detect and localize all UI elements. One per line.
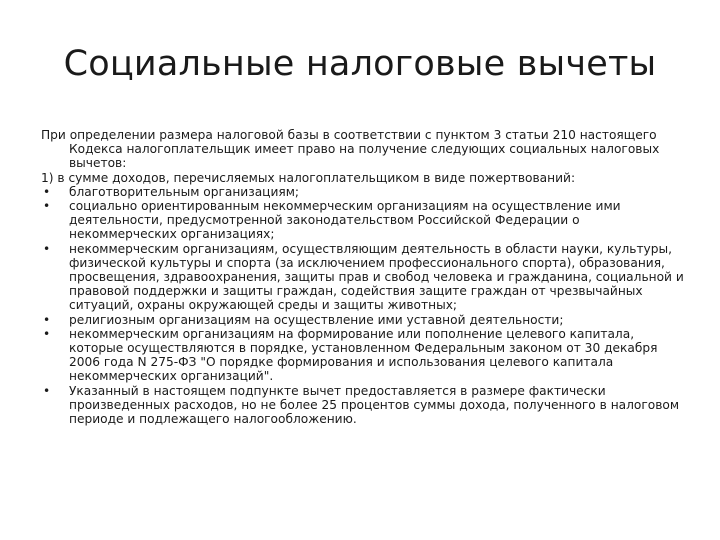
bullet-dot: • — [43, 199, 51, 214]
intro-paragraph: При определении размера налоговой базы в соответствии с пунктом 3 статьи 210 настоящего Кодекса налогоплательщик имеет право на получение следующих социальных налоговых вычетов: — [41, 128, 660, 171]
bullet-dot: • — [43, 383, 51, 398]
slide-title: Социальные налоговые вычеты — [63, 44, 657, 84]
bullet-dot: • — [43, 326, 51, 341]
bullet-item — [41, 242, 686, 313]
bullet-text: благотворительным организациям; — [69, 184, 300, 199]
bullet-text: некоммерческим организациям на формирование или пополнение целевого капитала, которые осуществляются в порядке, установленном Федеральным законом от 30 декабря 2006 года N 275-ФЗ "О порядке формирования и использования целевого капитала некоммерческих организаций". — [69, 326, 658, 384]
bullet-item — [41, 185, 686, 199]
bullet-text: социально ориентированным некоммерческим организациям на осуществление ими деятельности, предусмотренной законодательством Российской Федерации о некоммерческих организациях; — [69, 199, 621, 242]
bullet-item — [41, 327, 686, 384]
bullet-text: религиозным организациям на осуществление ими уставной деятельности; — [69, 312, 564, 327]
bullet-text: Указанный в настоящем подпункте вычет предоставляется в размере фактически произведенных расходов, но не более 25 процентов суммы дохода, полученного в налоговом периоде и подлежащего налогообложению. — [69, 383, 680, 427]
bullet-item — [41, 384, 686, 427]
bullet-item — [41, 313, 686, 327]
bullet-dot: • — [43, 184, 51, 199]
bullet-dot: • — [43, 241, 51, 256]
bullet-dot: • — [43, 312, 51, 327]
bullet-text: некоммерческим организациям, осуществляющим деятельность в области науки, культуры, физической культуры и спорта (за исключением профессионального спорта), образования, просвещения, здравоохранения, защиты прав и свобод человека и гражданина, социальной и правовой поддержки и защиты граждан, содействия защите граждан от чрезвычайных ситуаций, охраны окружающей среды и защиты животных; — [69, 241, 684, 313]
slide-body — [41, 128, 686, 426]
item-1: 1) в сумме доходов, перечисляемых налогоплательщиком в виде пожертвований: — [41, 170, 576, 185]
bullet-item — [41, 199, 686, 242]
